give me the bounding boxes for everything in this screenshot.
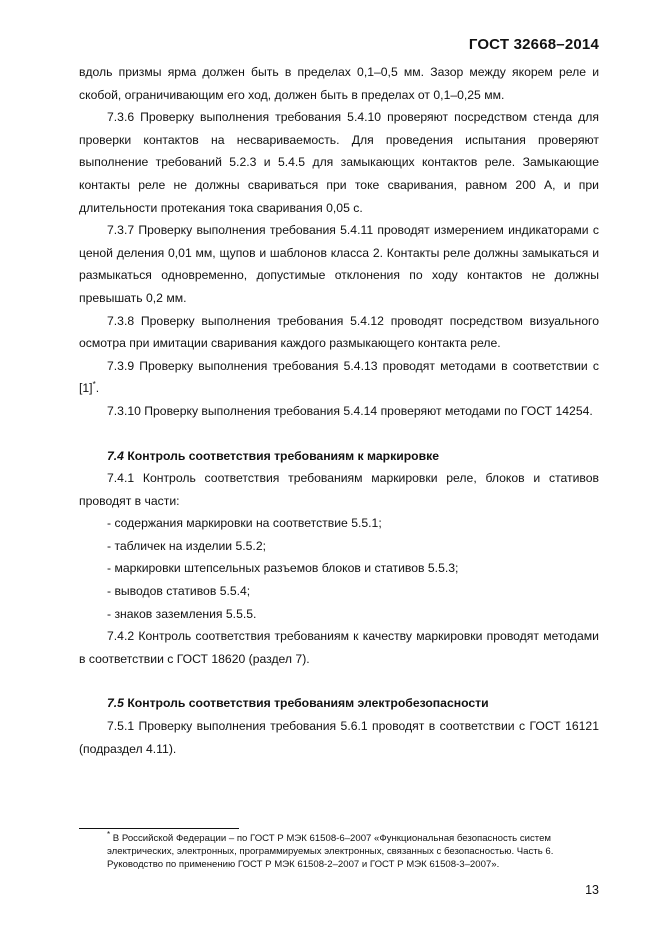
- paragraph-7-3-6: 7.3.6 Проверку выполнения требования 5.4.10 проверяют посредством стенда для проверки контактов на несвариваемость. Для проведения испытания проверяют выполнение требований 5.2.3 и 5.4.5 для замыкающих контактов реле. Замыкающие контакты реле не должны свариваться при токе сваривания, равном 200 А, и при длительности протекания тока сваривания 0,05 с.: [79, 110, 599, 215]
- list-item: - табличек на изделии 5.5.2;: [107, 538, 266, 553]
- paragraph-7-3-10: 7.3.10 Проверку выполнения требования 5.4.14 проверяют методами по ГОСТ 14254.: [107, 403, 593, 418]
- section-heading-7-4: [79, 445, 599, 468]
- footnote-ref-mark: *: [92, 380, 96, 390]
- paragraph-7-3-9-text: 7.3.9 Проверку выполнения требования 5.4.13 проводят методами в соответствии с [1]: [79, 358, 599, 396]
- section-heading-7-5: [79, 692, 599, 715]
- footnote-divider: [79, 828, 239, 829]
- list-item: - маркировки штепсельных разъемов блоков и стативов 5.5.3;: [107, 561, 459, 576]
- standard-header: ГОСТ 32668–2014: [468, 36, 599, 53]
- footnote: [79, 829, 599, 872]
- section-title-7-4: Контроль соответствия требованиям к маркировке: [123, 448, 439, 463]
- section-number-7-5: 7.5: [107, 696, 124, 711]
- paragraph-7-3-8: 7.3.8 Проверку выполнения требования 5.4.12 проводят посредством визуального осмотра при имитации сваривания каждого размыкающего контакта реле.: [79, 313, 599, 351]
- page-body: [79, 61, 599, 760]
- paragraph-7-3-7: 7.3.7 Проверку выполнения требования 5.4.11 проводят измерением индикаторами с ценой деления 0,01 мм, щупов и шаблонов класса 2. Контакты реле должны замыкаться и размыкаться одновременно, допустимые отклонения по ходу контактов не должны превышать 0,2 мм.: [79, 223, 599, 305]
- paragraph-continuation: вдоль призмы ярма должен быть в пределах 0,1–0,5 мм. Зазор между якорем реле и скобой, ограничивающим его ход, должен быть в пределах от 0,1–0,25 мм.: [79, 65, 599, 102]
- footnote-text: В Российской Федерации – по ГОСТ Р МЭК 61508-6–2007 «Функциональная безопасность систем электрических, электронных, программируемых электронных, связанных с безопасностью. Часть 6. Руководство по применению ГОСТ Р МЭК 61508-2–2007 и ГОСТ Р МЭК 61508-3–2007».: [107, 833, 554, 871]
- paragraph-7-3-9: [79, 355, 599, 400]
- section-number-7-4: 7.4: [107, 448, 124, 463]
- list-item: - знаков заземления 5.5.5.: [107, 606, 257, 621]
- footnote-mark: *: [107, 829, 111, 839]
- paragraph-7-3-9-end: .: [95, 381, 100, 396]
- section-title-7-5: Контроль соответствия требованиям электробезопасности: [123, 696, 489, 711]
- list-item: - содержания маркировки на соответствие 5.5.1;: [107, 516, 382, 531]
- paragraph-7-4-2: 7.4.2 Контроль соответствия требованиям к качеству маркировки проводят методами в соответствии с ГОСТ 18620 (раздел 7).: [79, 629, 599, 666]
- paragraph-7-4-1: 7.4.1 Контроль соответствия требованиям маркировки реле, блоков и стативов проводят в части:: [79, 471, 599, 508]
- page-number: 13: [585, 883, 599, 897]
- paragraph-7-5-1: 7.5.1 Проверку выполнения требования 5.6.1 проводят в соответствии с ГОСТ 16121 (подраздел 4.11).: [79, 719, 599, 756]
- list-item: - выводов стативов 5.5.4;: [107, 584, 251, 599]
